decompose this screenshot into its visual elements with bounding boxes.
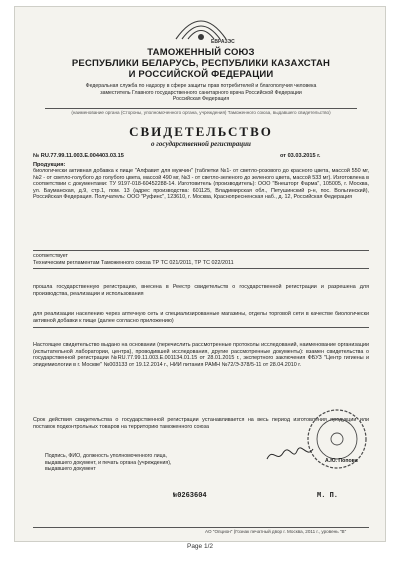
signature-caption-3: выдавшего документ	[45, 466, 96, 472]
emblem-caption: ЕВРАЗЭС	[211, 39, 235, 45]
certificate-title: СВИДЕТЕЛЬСТВО	[129, 124, 273, 139]
certificate-subtitle: о государственной регистрации	[151, 140, 251, 148]
republics-line-2: И РОССИЙСКОЙ ФЕДЕРАЦИИ	[128, 69, 274, 80]
product-label: Продукция:	[33, 162, 66, 168]
page-indicator: Page 1/2	[186, 543, 214, 550]
regulations-rule	[33, 268, 369, 269]
certificate-date: от 03.03.2015 г.	[280, 153, 321, 159]
handwritten-signature-icon	[265, 445, 315, 465]
usage-statement: для реализации населению через аптечную сеть и специализированные магазины, отделы торговой сети в качестве биологически активной добавки к пище (далее согласно приложению)	[33, 311, 369, 324]
eurasec-emblem-icon	[170, 9, 232, 43]
seal-place-label: М. П.	[317, 492, 339, 500]
signer-name: А.Ю. Попова	[325, 458, 358, 464]
signature-caption-1: Подпись, ФИО, должность уполномоченного лица,	[45, 453, 167, 459]
imprint-line: АО "Опцион" (Гознак печатный двор г. Москва, 2011 г., уровень "В"	[205, 529, 347, 534]
authority-line-2: заместитель Главного государственного санитарного врача Российской Федерации	[100, 89, 302, 96]
signature-caption-2: выдавшего документ, и печать органа (учреждения),	[45, 459, 172, 466]
validity-statement: Срок действия свидетельства о государственной регистрации устанавливается на весь период изготовления продукции или поставок подконтрольных товаров на территорию таможенного союза	[33, 417, 369, 430]
republics-line-1: РЕСПУБЛИКИ БЕЛАРУСЬ, РЕСПУБЛИКИ КАЗАХСТАН	[71, 58, 331, 69]
usage-rule	[33, 327, 369, 328]
basis-statement: Настоящее свидетельство выдано на основании (перечислить рассмотренные протоколы исследований, наименование организации (испытательной лаборатории, центра), проводившей исследования, другие рассмотренные документы): взамен свидетельства о государственной регистрации №RU.77.99.11.003.E.001134.01.15 от 28.01.2015 г., экспертного заключения ФБУЗ "Центр гигиены и эпидемиологии в г. Москве" №003133 от 19.12.2014 г., НИИ питания РАМН №72/Э-378/5-11 от 28.04.2010 г.	[33, 342, 369, 368]
authority-line-1: Федеральная служба по надзору в сфере защиты прав потребителей и благополучия человека	[85, 83, 317, 89]
authority-caption: (наименование органа (Стороны, уполномоченного органа, учреждения) Таможенного союза, выдавшего свидетельство)	[71, 110, 331, 115]
customs-union-heading: ТАМОЖЕННЫЙ СОЮЗ	[147, 47, 255, 58]
certificate-number: № RU.77.99.11.003.E.004403.03.15	[33, 153, 124, 159]
form-number: №0263604	[173, 492, 207, 500]
product-description: биологически активная добавка к пище "Алфавит для мужчин" (таблетки №1- от светло-розового до красного цвета, массой 550 мг, №2 - от светло-голубого до голубого цвета, массой 490 мг, №3 - от светло-зеленого до зеленого цвета, массой 533 мг). Изготовлена в соответствии с документами: ТУ 9197-018-60452288-14. Изготовитель (производитель): ООО "Внешторг Фарма", 105005, г. Москва, ул. Бауманская, д.9, стр.1, пом. 13 (адрес производства: 601125, Владимирская обл., Петушинский р-н, пос. Вольгинский), Российская Федерация. Получатель: ООО "Руфинс", 123610, г. Москва, Краснопресненская наб., д. 12, Российская Федерация	[33, 168, 369, 201]
registration-statement: прошла государственную регистрацию, внесена в Реестр свидетельств о государственной регистрации и разрешена для производства, реализации и использования	[33, 284, 369, 297]
authority-line-3: Российская Федерация	[172, 96, 230, 102]
certificate-document	[14, 6, 386, 542]
conforms-label: соответствует	[33, 253, 68, 259]
product-rule	[33, 250, 369, 251]
imprint-rule	[33, 527, 369, 528]
authority-rule	[45, 108, 357, 109]
conforms-regulations: Техническим регламентам Таможенного союза ТР ТС 021/2011, ТР ТС 022/2011	[33, 260, 234, 266]
